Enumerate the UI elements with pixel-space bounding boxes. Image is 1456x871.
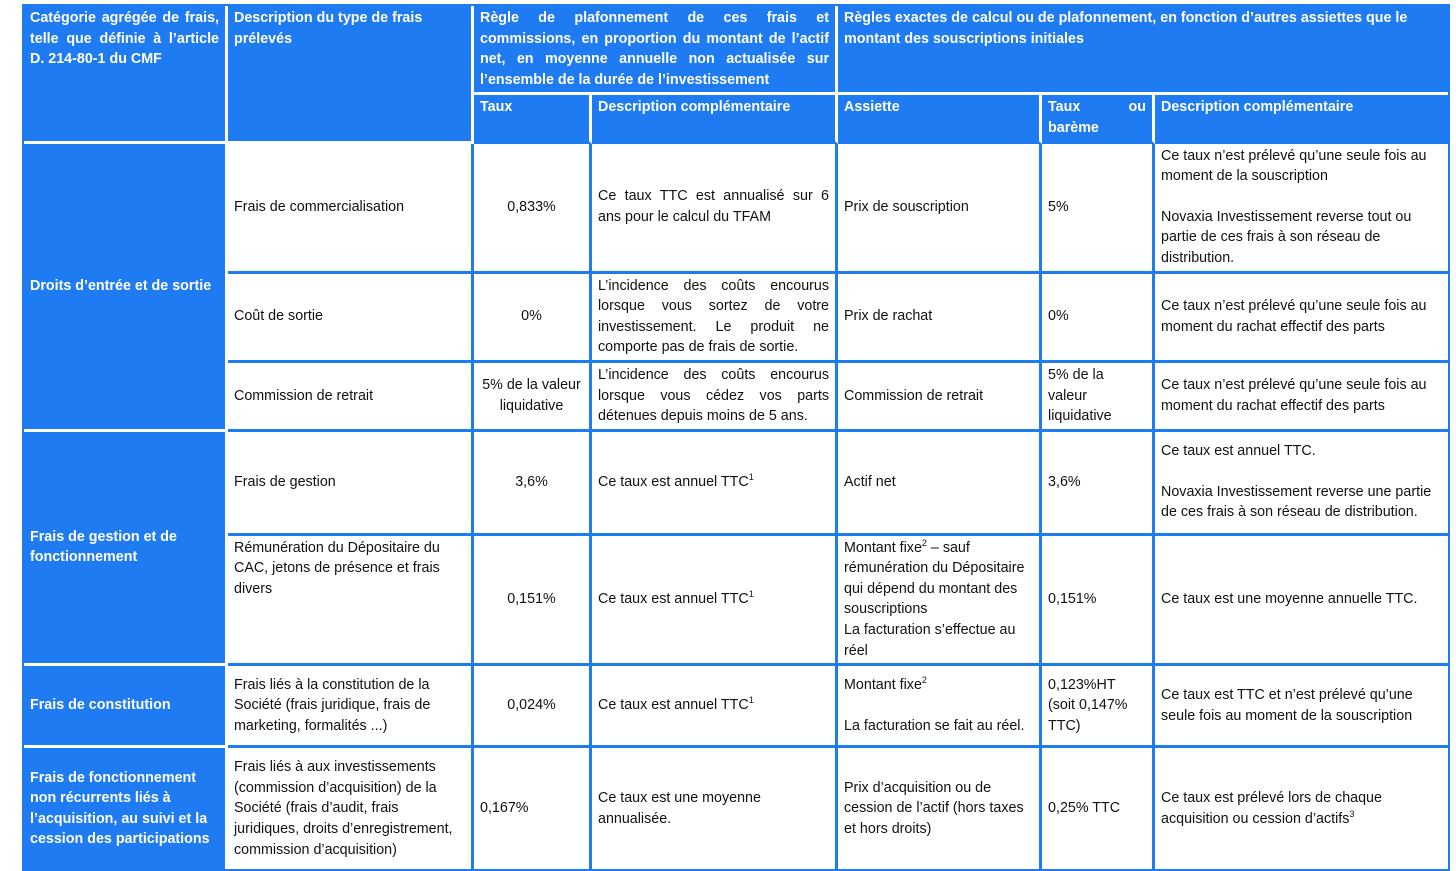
category-entree-sortie: Droits d’entrée et de sortie — [24, 144, 228, 432]
footnote-ref: 1 — [748, 589, 754, 600]
row-bareme: 0,151% — [1042, 536, 1155, 667]
assiette-text: Montant fixe — [844, 677, 922, 694]
row-desc-2: Ce taux n’est prélevé qu’une seule fois au moment du rachat effectif des parts — [1155, 274, 1448, 363]
spacer — [1161, 187, 1442, 207]
row-description: Commission de retrait — [228, 363, 474, 432]
row-assiette — [838, 536, 1042, 667]
row-taux: 0,024% — [474, 666, 592, 748]
row-taux: 0,167% — [474, 748, 592, 869]
row-assiette: Prix d’acquisition ou de cession de l’actif (hors taxes et hors droits) — [838, 748, 1042, 869]
row-desc — [592, 536, 838, 667]
row-description: Frais liés à aux investissements (commission d’acquisition) de la Société (frais d’audit, frais juridiques, droits d’enregistrement, commission d’acquisition) — [228, 748, 474, 869]
row-description: Rémunération du Dépositaire du CAC, jetons de présence et frais divers — [228, 536, 474, 667]
footnote-ref: 2 — [921, 675, 927, 686]
row-desc-2: Ce taux est TTC et n’est prélevé qu’une seule fois au moment de la souscription — [1155, 666, 1448, 748]
fees-table — [22, 4, 1450, 871]
footnote-ref: 2 — [921, 537, 927, 548]
row-desc-2-text: Ce taux est prélevé lors de chaque acquisition ou cession d’actifs — [1161, 790, 1382, 827]
category-non-recurrents: Frais de fonctionnement non récurrents liés à l’acquisition, au suivi et la cession des participations — [24, 748, 228, 869]
row-desc-2-part-a: Ce taux est annuel TTC. — [1161, 443, 1316, 460]
table-row — [24, 748, 1448, 869]
header-exact-rules: Règles exactes de calcul ou de plafonnement, en fonction d’autres assiettes que le montant des souscriptions initiales — [838, 6, 1448, 95]
table-row — [24, 432, 1448, 536]
assiette-text-3: La facturation s’effectue au réel — [844, 622, 1016, 659]
footnote-ref: 1 — [748, 472, 754, 483]
spacer — [1161, 462, 1442, 482]
row-desc-text: Ce taux est annuel TTC — [598, 591, 749, 608]
assiette-text-2: – sauf rémunération du Dépositaire qui dépend du montant des souscriptions — [844, 539, 1025, 618]
row-taux: 5% de la valeur liquidative — [474, 363, 592, 432]
row-description: Frais de gestion — [228, 432, 474, 536]
row-desc-text: Ce taux est annuel TTC — [598, 473, 749, 490]
table-row — [24, 666, 1448, 748]
row-desc-2: Ce taux n’est prélevé qu’une seule fois au moment du rachat effectif des parts — [1155, 363, 1448, 432]
header-rule: Règle de plafonnement de ces frais et commissions, en proportion du montant de l’actif net, en moyenne annuelle non actualisée sur l’ensemble de la durée de l’investissement — [474, 6, 838, 95]
table-row — [24, 274, 1448, 363]
subheader-assiette: Assiette — [838, 95, 1042, 143]
subheader-description-2: Description complémentaire — [1155, 95, 1448, 143]
category-gestion-fonctionnement: Frais de gestion et de fonctionnement — [24, 432, 228, 667]
row-desc: Ce taux est une moyenne annualisée. — [592, 748, 838, 869]
row-desc: L’incidence des coûts encourus lorsque vous cédez vos parts détenues depuis moins de 5 ans. — [592, 363, 838, 432]
table-row — [24, 144, 1448, 274]
row-bareme: 5% — [1042, 144, 1155, 274]
row-description: Frais de commercialisation — [228, 144, 474, 274]
row-taux: 0% — [474, 274, 592, 363]
row-bareme: 0,123%HT (soit 0,147% TTC) — [1042, 666, 1155, 748]
category-constitution: Frais de constitution — [24, 666, 228, 748]
row-assiette: Prix de souscription — [838, 144, 1042, 274]
row-bareme: 0% — [1042, 274, 1155, 363]
row-desc-text: Ce taux est annuel TTC — [598, 697, 749, 714]
row-assiette: Prix de rachat — [838, 274, 1042, 363]
subheader-taux: Taux — [474, 95, 592, 143]
row-assiette: Actif net — [838, 432, 1042, 536]
row-desc — [592, 432, 838, 536]
row-desc-2 — [1155, 748, 1448, 869]
row-desc: L’incidence des coûts encourus lorsque vous sortez de votre investissement. Le produit ne comporte pas de frais de sortie. — [592, 274, 838, 363]
footnote-ref: 1 — [748, 695, 754, 706]
assiette-text: Montant fixe — [844, 539, 922, 556]
row-description: Coût de sortie — [228, 274, 474, 363]
row-assiette — [838, 666, 1042, 748]
row-taux: 3,6% — [474, 432, 592, 536]
row-taux: 0,833% — [474, 144, 592, 274]
row-desc-2: Ce taux est une moyenne annuelle TTC. — [1155, 536, 1448, 667]
spacer — [844, 696, 1033, 716]
row-assiette: Commission de retrait — [838, 363, 1042, 432]
row-desc-2-part-a: Ce taux n’est prélevé qu’une seule fois au moment de la souscription — [1161, 147, 1427, 185]
table-row — [24, 536, 1448, 667]
row-bareme: 3,6% — [1042, 432, 1155, 536]
row-desc: Ce taux TTC est annualisé sur 6 ans pour le calcul du TFAM — [592, 144, 838, 274]
row-taux: 0,151% — [474, 536, 592, 667]
fees-table-container — [22, 4, 1446, 871]
subheader-taux-bareme: Taux ou barème — [1042, 95, 1155, 143]
row-desc — [592, 666, 838, 748]
footnote-ref: 3 — [1349, 808, 1355, 819]
row-bareme: 5% de la valeur liquidative — [1042, 363, 1155, 432]
row-desc-2-part-b: Novaxia Investissement reverse tout ou partie de ces frais à son réseau de distribution. — [1161, 208, 1412, 266]
row-desc-2-part-b: Novaxia Investissement reverse une partie de ces frais à son réseau de distribution. — [1161, 483, 1432, 521]
row-description: Frais liés à la constitution de la Société (frais juridique, frais de marketing, formalités ...) — [228, 666, 474, 748]
header-category: Catégorie agrégée de frais, telle que définie à l’article D. 214-80-1 du CMF — [24, 6, 228, 144]
table-row — [24, 363, 1448, 432]
assiette-text-2: La facturation se fait au réel. — [844, 717, 1025, 734]
row-desc-2 — [1155, 432, 1448, 536]
row-bareme: 0,25% TTC — [1042, 748, 1155, 869]
subheader-description: Description complémentaire — [592, 95, 838, 143]
row-desc-2 — [1155, 144, 1448, 274]
header-description: Description du type de frais prélevés — [228, 6, 474, 144]
